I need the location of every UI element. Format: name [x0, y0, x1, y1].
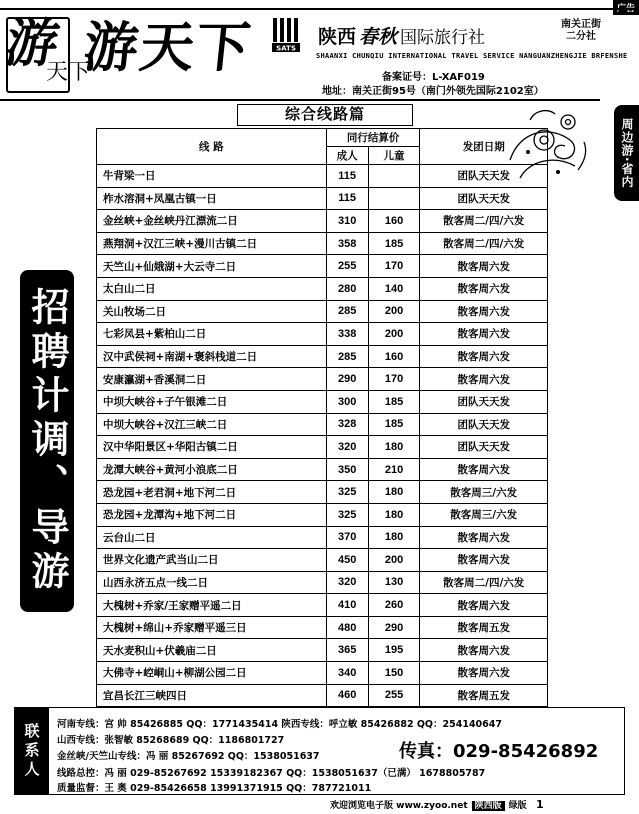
adult-price: 285: [326, 345, 368, 368]
route-name: 汉中武侯祠+南湖+褒斜栈道二日: [97, 345, 327, 368]
adult-price: 328: [326, 413, 368, 436]
child-price: 200: [368, 300, 420, 323]
adult-price: 370: [326, 526, 368, 549]
contact-line-1: 河南专线：宫 帅 85426885 QQ：1771435414 陕西专线：呼立敏 85426882 QQ：254140647: [57, 719, 503, 730]
routes-table: [96, 128, 548, 707]
table-row: [97, 481, 548, 504]
adult-price: 325: [326, 503, 368, 526]
route-name: 龙潭大峡谷+黄河小浪底二日: [97, 458, 327, 481]
table-row: [97, 684, 548, 707]
child-price: 210: [368, 458, 420, 481]
table-row: [97, 255, 548, 278]
child-price: 140: [368, 277, 420, 300]
agency-logo-icon: [272, 18, 300, 54]
agency-name: [318, 22, 485, 49]
child-price: 260: [368, 594, 420, 617]
child-price: [368, 165, 420, 188]
route-name: 中坝大峡谷+汉江三峡二日: [97, 413, 327, 436]
route-name: 云台山二日: [97, 526, 327, 549]
route-name: 牛背梁一日: [97, 165, 327, 188]
edition-color: 绿版: [508, 801, 527, 811]
table-row: [97, 390, 548, 413]
adult-price: 365: [326, 639, 368, 662]
table-row: [97, 232, 548, 255]
departure-date: 散客周六发: [420, 368, 548, 391]
header-child: 儿童: [368, 147, 420, 165]
website-note: 欢迎浏览电子版 www.zyoo.net: [330, 801, 468, 811]
adult-price: 115: [326, 187, 368, 210]
adult-price: 115: [326, 165, 368, 188]
route-name: 恐龙园+龙潭沟+地下河二日: [97, 503, 327, 526]
route-name: 金丝峡+金丝峡丹江漂流二日: [97, 210, 327, 233]
footer-note: [330, 798, 527, 811]
route-name: 关山牧场二日: [97, 300, 327, 323]
departure-date: 散客周六发: [420, 526, 548, 549]
route-name: 汉中华阳景区+华阳古镇二日: [97, 436, 327, 459]
child-price: 150: [368, 662, 420, 685]
departure-date: 散客周六发: [420, 255, 548, 278]
departure-date: 团队天天发: [420, 413, 548, 436]
departure-date: 散客周三/六发: [420, 503, 548, 526]
table-row: [97, 458, 548, 481]
child-price: 180: [368, 481, 420, 504]
adult-price: 280: [326, 277, 368, 300]
adult-price: 300: [326, 390, 368, 413]
table-row: [97, 323, 548, 346]
adult-price: 340: [326, 662, 368, 685]
agency-english-name: SHAANXI CHUNQIU INTERNATIONAL TRAVEL SERVICE NANGUANZHENGJIE BRFENSHE: [316, 52, 628, 60]
adult-price: 480: [326, 616, 368, 639]
adult-price: 285: [326, 300, 368, 323]
table-row: [97, 526, 548, 549]
child-price: 185: [368, 390, 420, 413]
header-price-group: 同行结算价: [326, 129, 420, 147]
departure-date: 散客周二/四/六发: [420, 210, 548, 233]
page-number: 1: [536, 798, 544, 811]
logo-char-you: 游: [0, 13, 64, 74]
table-row: [97, 165, 548, 188]
table-row: [97, 368, 548, 391]
child-price: 195: [368, 639, 420, 662]
route-name: 山西永济五点一线二日: [97, 571, 327, 594]
departure-date: 团队天天发: [420, 436, 548, 459]
departure-date: 散客周六发: [420, 345, 548, 368]
route-name: 恐龙园+老君洞+地下河二日: [97, 481, 327, 504]
table-row: [97, 616, 548, 639]
child-price: 200: [368, 549, 420, 572]
contact-line-3: 金丝峡/天竺山专线：冯 丽 85267692 QQ：1538051637: [57, 751, 320, 762]
child-price: 200: [368, 323, 420, 346]
table-row: [97, 662, 548, 685]
recruit-banner-text: 招聘计调、导游: [25, 287, 69, 595]
departure-date: 散客周五发: [420, 616, 548, 639]
adult-price: 358: [326, 232, 368, 255]
contact-line-2: 山西专线：张智敏 85268689 QQ：1186801727: [57, 735, 285, 746]
agency-address: 地址：南关正街95号（南门外领先国际2102室）: [322, 86, 544, 97]
adult-price: 450: [326, 549, 368, 572]
side-tab-nearby-tours: [614, 105, 639, 201]
table-row: [97, 277, 548, 300]
route-rows: [97, 165, 548, 707]
route-name: 燕翔洞+汉江三峡+漫川古镇二日: [97, 232, 327, 255]
table-row: [97, 413, 548, 436]
departure-date: 散客周六发: [420, 662, 548, 685]
contact-line-4: 线路总控：冯 丽 029-85267692 15339182367 QQ：1538051637（已满） 1678805787: [57, 768, 486, 779]
adult-price: 320: [326, 571, 368, 594]
table-row: [97, 345, 548, 368]
child-price: 160: [368, 345, 420, 368]
contacts-tab-label: 联系人: [22, 722, 41, 780]
departure-date: 散客周六发: [420, 323, 548, 346]
table-row: [97, 639, 548, 662]
table-row: [97, 571, 548, 594]
departure-date: 散客周二/四/六发: [420, 232, 548, 255]
top-rule: [0, 8, 639, 10]
agency-name-pre: 陕西: [318, 26, 357, 48]
departure-date: 散客周三/六发: [420, 481, 548, 504]
child-price: 180: [368, 503, 420, 526]
departure-date: 散客周六发: [420, 549, 548, 572]
adult-price: 350: [326, 458, 368, 481]
adult-price: 338: [326, 323, 368, 346]
slogan: 游天下: [80, 15, 256, 79]
contact-line-5: 质量监督：王 奥 029-85426658 13991371915 QQ：787721011: [57, 783, 372, 794]
departure-date: 团队天天发: [420, 187, 548, 210]
route-name: 大槐树+乔家/王家赠平遥二日: [97, 594, 327, 617]
departure-date: 散客周六发: [420, 594, 548, 617]
adult-price: 255: [326, 255, 368, 278]
table-row: [97, 210, 548, 233]
child-price: [368, 187, 420, 210]
route-name: 大槐树+绵山+乔家赠平遥三日: [97, 616, 327, 639]
route-name: 天水麦积山+伏羲庙二日: [97, 639, 327, 662]
child-price: 255: [368, 684, 420, 707]
header-date: 发团日期: [420, 129, 548, 165]
child-price: 180: [368, 526, 420, 549]
route-name: 世界文化遗产武当山二日: [97, 549, 327, 572]
route-name: 安康瀛湖+香溪洞二日: [97, 368, 327, 391]
child-price: 160: [368, 210, 420, 233]
route-name: 天竺山+仙娥湖+大云寺二日: [97, 255, 327, 278]
table-row: [97, 549, 548, 572]
header-route: 线 路: [97, 129, 327, 165]
license-number: 备案证号：L-XAF019: [382, 72, 485, 83]
departure-date: 散客周五发: [420, 684, 548, 707]
adult-price: 310: [326, 210, 368, 233]
branch-name: 南关正街二分社: [561, 19, 601, 42]
departure-date: 散客周二/四/六发: [420, 571, 548, 594]
adult-price: 460: [326, 684, 368, 707]
table-row: [97, 594, 548, 617]
child-price: 170: [368, 368, 420, 391]
contacts-footer: [14, 707, 625, 795]
header-adult: 成人: [326, 147, 368, 165]
adult-price: 320: [326, 436, 368, 459]
table-row: [97, 300, 548, 323]
edition-badge: 陕西版: [472, 801, 505, 811]
route-name: 宜昌长江三峡四日: [97, 684, 327, 707]
table-row: [97, 187, 548, 210]
contacts-tab: [15, 708, 49, 794]
departure-date: 团队天天发: [420, 165, 548, 188]
agency-logo-text: SATS: [276, 44, 296, 53]
child-price: 180: [368, 436, 420, 459]
adult-price: 410: [326, 594, 368, 617]
agency-name-post: 国际旅行社: [400, 28, 486, 48]
side-tab-label: 周边游·省内: [620, 117, 634, 189]
child-price: 170: [368, 255, 420, 278]
departure-date: 散客周六发: [420, 277, 548, 300]
agency-name-chunqiu: 春秋: [359, 26, 398, 48]
route-name: 太白山二日: [97, 277, 327, 300]
departure-date: 散客周六发: [420, 458, 548, 481]
departure-date: 散客周六发: [420, 639, 548, 662]
route-name: 中坝大峡谷+子午银滩二日: [97, 390, 327, 413]
section-title: 综合线路篇: [237, 104, 413, 126]
child-price: 185: [368, 232, 420, 255]
route-name: 柞水溶洞+凤凰古镇一日: [97, 187, 327, 210]
route-name: 大佛寺+崆峒山+柳湖公园二日: [97, 662, 327, 685]
fax-number: 传真：029-85426892: [399, 741, 599, 762]
child-price: 185: [368, 413, 420, 436]
table-row: [97, 503, 548, 526]
departure-date: 团队天天发: [420, 390, 548, 413]
child-price: 290: [368, 616, 420, 639]
logo-char-tianxia: 天下: [46, 60, 91, 85]
adult-price: 290: [326, 368, 368, 391]
route-name: 七彩凤县+紫柏山二日: [97, 323, 327, 346]
departure-date: 散客周六发: [420, 300, 548, 323]
table-row: [97, 436, 548, 459]
child-price: 130: [368, 571, 420, 594]
adult-price: 325: [326, 481, 368, 504]
recruit-banner: [20, 270, 74, 612]
